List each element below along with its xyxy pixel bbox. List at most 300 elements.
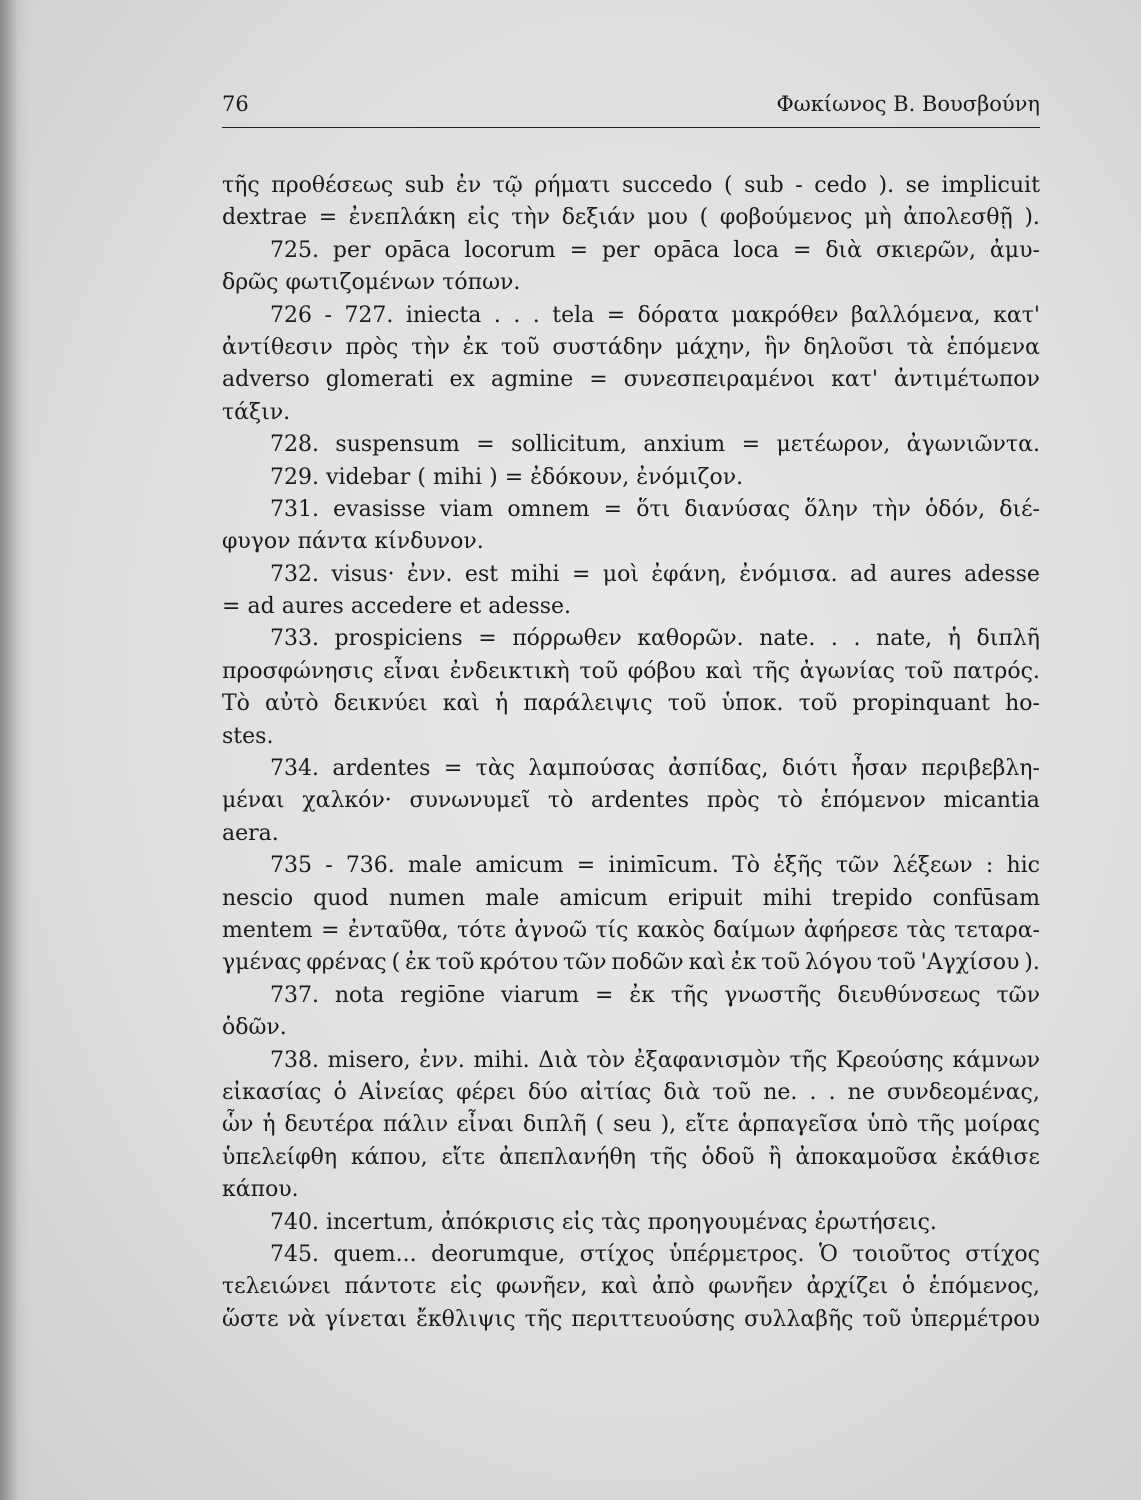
word: ἀφήρεσε [803, 917, 899, 943]
word: ne [847, 1079, 875, 1105]
text-line [222, 462, 1040, 494]
text-line [222, 818, 1040, 850]
word: ( [417, 464, 426, 490]
word: nate. [759, 626, 816, 652]
text-line [222, 170, 1040, 202]
word: ὥστε [222, 1306, 279, 1332]
text-line [222, 267, 1040, 299]
word: ἐνδεικτικὴ [449, 658, 570, 684]
word: δαίμων [713, 917, 796, 943]
word: παράλειψις [523, 691, 653, 717]
word: καὶ [442, 691, 480, 717]
word: nota [334, 982, 385, 1008]
word: videbar [326, 464, 411, 490]
word: ἐνν. [406, 561, 453, 587]
word: ἀπολεσθῇ [903, 205, 1013, 231]
text-line [222, 235, 1040, 267]
word: amicum [559, 885, 648, 911]
word: κίνδυνον. [374, 529, 484, 555]
word: μὴ [864, 205, 892, 231]
word: εἰκασίας [222, 1079, 322, 1105]
word: adesse. [488, 594, 572, 620]
word: τὸν [586, 1047, 626, 1073]
word: τοῦ [435, 950, 475, 976]
word: προσφώνησις [222, 658, 374, 684]
text-line [222, 883, 1040, 915]
word: = [606, 302, 626, 328]
word: ἢ [768, 1144, 782, 1170]
word: διανύσας [684, 496, 791, 522]
word: ἣν [764, 334, 791, 360]
word: trepido [831, 885, 913, 911]
word: ἦσαν [851, 756, 908, 782]
word: διὰ [825, 237, 863, 263]
word: Τὸ [222, 691, 250, 717]
text-line [222, 623, 1040, 655]
running-head: Φωκίωνος Β. Βουσβούνη [776, 92, 1040, 116]
word: ( [595, 1112, 605, 1138]
word: δρῶς [222, 270, 279, 296]
commentary-text [222, 170, 1040, 1336]
word: 735 [270, 853, 312, 879]
word: ἐνόμιζον. [636, 464, 744, 490]
word: φωνῆεν, [495, 1274, 588, 1300]
word: τὴν [511, 205, 551, 231]
word: = [476, 432, 495, 458]
word: . [828, 1079, 836, 1105]
word: . [830, 626, 838, 652]
word: φέρει [456, 1079, 516, 1105]
word: τὸ [777, 788, 803, 814]
word: ( [391, 950, 401, 976]
word: ὑπέρμετρος. [668, 1241, 805, 1267]
word: mihi [510, 561, 560, 587]
word: aera. [222, 820, 279, 846]
word: διπλῆ [976, 626, 1040, 652]
word: adverso [222, 367, 310, 393]
word: πάλιν [382, 1112, 449, 1138]
word: amicum [475, 853, 564, 879]
word: ἀντίθεσιν [222, 334, 333, 360]
word: ἀπόκρισις [440, 1209, 555, 1235]
word: 737. [270, 982, 319, 1008]
word: κάπου, [350, 1144, 428, 1170]
word: τὴν [872, 496, 911, 522]
word: τῆς [222, 173, 260, 198]
text-line [222, 559, 1040, 591]
word: προθέσεως [271, 173, 394, 198]
word: καθορῶν. [637, 626, 744, 652]
word: quem... [333, 1241, 417, 1267]
word: συλλαβῆς [744, 1306, 854, 1332]
word: ὅτι [636, 496, 671, 522]
word: ἑξῆς [773, 853, 823, 879]
word: 725. [270, 237, 319, 263]
word: = [571, 561, 591, 587]
word: ἀρχίζει [806, 1274, 889, 1300]
word: male [485, 885, 540, 911]
word: τὰς [906, 917, 946, 943]
word: 727. [344, 302, 394, 328]
text-line [222, 1239, 1040, 1271]
word: ἀντιμέτωπον [893, 367, 1040, 393]
word: τοῦ [798, 691, 838, 717]
word: φρένας [306, 950, 387, 976]
word: τόπων. [442, 270, 521, 296]
word: δεξιάν [561, 205, 636, 231]
word: ἐκ [462, 334, 489, 360]
word: μου [646, 205, 688, 231]
word: φυγον [222, 529, 291, 555]
word: se [905, 173, 930, 198]
text-line [222, 1174, 1040, 1206]
word: τελειώνει [222, 1274, 331, 1300]
word: μετέωρον, [776, 432, 891, 458]
word: ὁ [901, 1274, 916, 1300]
word: Κρεούσης [835, 1047, 944, 1073]
word: seu [613, 1112, 652, 1138]
text-line [222, 494, 1040, 526]
word: = [603, 496, 623, 522]
word: γνωστῆς [724, 982, 822, 1008]
word: ὁ [333, 1079, 347, 1105]
word: τοῦ [761, 950, 801, 976]
word: mihi [762, 885, 812, 911]
word: ἔκθλιψις [416, 1306, 516, 1332]
word: τὰ [906, 334, 934, 360]
word: implicuit [941, 173, 1040, 198]
word: 728. [270, 432, 319, 458]
word: συνεσπειραμένοι [623, 367, 816, 393]
word: ἐνεπλάκη [348, 205, 456, 231]
word: ). [878, 173, 895, 198]
word: suspensum [335, 432, 460, 458]
word: misero, [327, 1047, 411, 1073]
word: est [464, 561, 499, 587]
word: κάμνων [952, 1047, 1040, 1073]
word: male [407, 853, 463, 879]
word: incertum, [326, 1209, 434, 1235]
text-line [222, 785, 1040, 817]
word: τῆς [649, 1144, 688, 1170]
word: καὶ [705, 658, 743, 684]
word: ἀποκαμοῦσα [795, 1144, 938, 1170]
word: τῶν [996, 982, 1040, 1008]
word: sub [744, 173, 784, 198]
word: τῶν [563, 950, 607, 976]
word: 731. [270, 496, 319, 522]
word: - [795, 173, 803, 198]
text-line [222, 947, 1040, 979]
word: 740. [270, 1209, 319, 1235]
word: τοῦ [667, 691, 707, 717]
word: διευθύνσεως [837, 982, 981, 1008]
word: δεικνύει [333, 691, 428, 717]
word: 738. [270, 1047, 319, 1073]
word: ad [247, 594, 275, 620]
word: πάντα [297, 529, 368, 555]
word: τὰς [601, 1209, 641, 1235]
text-line [222, 300, 1040, 332]
word: = [443, 756, 463, 782]
word: ὧν [222, 1112, 254, 1138]
word: - [325, 853, 333, 879]
text-line [222, 526, 1040, 558]
word: . [809, 1079, 817, 1105]
text-line [222, 1077, 1040, 1109]
text-line [222, 656, 1040, 688]
word: mentem [222, 917, 313, 943]
word: = [595, 982, 614, 1008]
word: mihi [432, 464, 483, 490]
word: = [318, 205, 338, 231]
word: πρὸς [345, 334, 399, 360]
word: τίς [595, 917, 629, 943]
word: σκιερῶν, [875, 237, 976, 263]
word: τὴν [411, 334, 450, 360]
word: Τὸ [732, 853, 760, 879]
word: τότε [457, 917, 507, 943]
word: ἐκ [730, 950, 757, 976]
word: ardentes [332, 756, 431, 782]
word: sollicitum, [511, 432, 627, 458]
word: = [504, 464, 524, 490]
word: τοῦ [579, 658, 619, 684]
text-line [222, 364, 1040, 396]
word: ρήματι [534, 173, 611, 198]
word: accedere [350, 594, 453, 620]
text-line [222, 1109, 1040, 1141]
word: prospiciens [334, 626, 463, 652]
word: 734. [270, 756, 319, 782]
word: 745. [270, 1241, 319, 1267]
word: τῆς [670, 982, 709, 1008]
word: ex [449, 367, 475, 393]
text-line [222, 1304, 1040, 1336]
word: τὸ [547, 788, 574, 814]
word: ἐκ [405, 950, 431, 976]
word: φοβούμενος [719, 205, 853, 231]
word: glomerati [325, 367, 434, 393]
word: διέ- [999, 496, 1040, 522]
page-gutter-shadow [0, 0, 30, 1500]
word: ἑπόμενον [820, 788, 926, 814]
word: ). [1024, 205, 1040, 231]
word: ὁδόν, [925, 496, 986, 522]
word: κατ' [993, 302, 1040, 328]
word: συστάδην [552, 334, 663, 360]
word: συνδεομένας, [886, 1079, 1040, 1105]
word: εἶναι [457, 1112, 515, 1138]
word: succedo [621, 173, 713, 198]
word: πάντοτε [344, 1274, 437, 1300]
word: quod [313, 885, 369, 911]
word: ἀμυ- [989, 237, 1040, 263]
word: aures [889, 561, 952, 587]
word: ), [660, 1112, 677, 1138]
word: . [513, 302, 521, 328]
word: ὑπερμέτρου [910, 1306, 1040, 1332]
word: ho- [1005, 691, 1040, 717]
word: ἀσπίδας, [668, 756, 769, 782]
word: ἐνν. [419, 1047, 465, 1073]
word: λέξεων [892, 853, 973, 879]
word: μακρόθεν [731, 302, 839, 328]
word: aures [281, 594, 344, 620]
word: διὰ [663, 1079, 701, 1105]
word: τοιοῦτος [852, 1241, 951, 1267]
text-line [222, 980, 1040, 1012]
word: φόβου [627, 658, 696, 684]
word: . [853, 626, 861, 652]
word: συνωνυμεῖ [409, 788, 531, 814]
word: φωτιζομένων [285, 270, 436, 296]
word: agmine [490, 367, 574, 393]
word: locorum [464, 237, 556, 263]
word: ἡ [262, 1112, 276, 1138]
word: εἴτε [441, 1144, 486, 1170]
word: micantia [943, 788, 1040, 814]
text-line [222, 1012, 1040, 1044]
word: στίχος [965, 1241, 1040, 1267]
header-rule [222, 127, 1040, 128]
text-line [222, 915, 1040, 947]
word: = [576, 853, 596, 879]
word: ). [1024, 950, 1040, 976]
word: εἴτε [685, 1112, 729, 1138]
word: τοῦ [876, 950, 916, 976]
word: confūsam [932, 885, 1040, 911]
text-line [222, 429, 1040, 461]
word: et [459, 594, 482, 620]
word: ἑπόμενα [946, 334, 1040, 360]
word: τῆς [524, 1306, 563, 1332]
word: viam [439, 496, 494, 522]
word: ἀπὸ [652, 1274, 695, 1300]
word: . [493, 302, 501, 328]
word: φωνῆεν [708, 1274, 793, 1300]
text-line [222, 721, 1040, 753]
word: λόγου [805, 950, 872, 976]
word: nescio [222, 885, 294, 911]
word: δόρατα [637, 302, 719, 328]
word: per [601, 237, 640, 263]
word: loca [733, 237, 780, 263]
word: μοὶ [602, 561, 639, 587]
word: ne. [763, 1079, 798, 1105]
word: ardentes [591, 788, 690, 814]
word: ἑπόμενος, [928, 1274, 1040, 1300]
word: - [324, 302, 332, 328]
word: ποδῶν [611, 950, 684, 976]
word: ἡ [495, 691, 509, 717]
word: opāca [384, 237, 451, 263]
word: Ὁ [818, 1241, 838, 1267]
word: 'Αγχίσου [920, 950, 1020, 976]
word: ἐφάνη, [651, 561, 727, 587]
text-line [222, 688, 1040, 720]
word: sub [404, 173, 445, 198]
word: Αἰνείας [358, 1079, 444, 1105]
word: Διὰ [538, 1047, 578, 1073]
word: ὑπὸ [866, 1112, 908, 1138]
word: γίνεται [324, 1306, 408, 1332]
word: anxium [643, 432, 726, 458]
word: πρὸς [706, 788, 760, 814]
word: ἐξαφανισμὸν [633, 1047, 781, 1073]
word: opāca [653, 237, 720, 263]
word: περιττευούσης [571, 1306, 736, 1332]
word: ὁδοῦ [701, 1144, 755, 1170]
text-line [222, 850, 1040, 882]
word: = [321, 917, 340, 943]
word: omnem [507, 496, 590, 522]
word: τάξιν. [222, 399, 291, 425]
word: ἀγνοῶ [514, 917, 587, 943]
word: πατρός. [952, 658, 1040, 684]
word: 733. [270, 626, 319, 652]
word: πόρρωθεν [512, 626, 622, 652]
word: τῆς [917, 1112, 955, 1138]
word: καὶ [601, 1274, 639, 1300]
word: mihi. [473, 1047, 530, 1073]
word: numen [388, 885, 466, 911]
word: στίχος [579, 1241, 655, 1267]
word: = [222, 594, 241, 620]
word: cedo [814, 173, 867, 198]
word: τῷ [492, 173, 523, 198]
word: κάπου. [222, 1177, 299, 1203]
text-line [222, 1045, 1040, 1077]
text-line [222, 202, 1040, 234]
word: 726 [270, 302, 312, 328]
word: = [589, 367, 608, 393]
word: per [332, 237, 371, 263]
word: μοίρας [963, 1112, 1040, 1138]
word: λαμπούσας [528, 756, 655, 782]
word: ἁρπαγεῖσα [737, 1112, 858, 1138]
word: δευτέρα [284, 1112, 374, 1138]
word: tela [552, 302, 595, 328]
word: nate, [876, 626, 933, 652]
word: ὅλην [804, 496, 858, 522]
word: τὰς [475, 756, 516, 782]
word: νὰ [287, 1306, 316, 1332]
word: εἶναι [383, 658, 441, 684]
word: τεταρα- [954, 917, 1040, 943]
text-line [222, 1207, 1040, 1239]
word: stes. [222, 723, 274, 749]
word: τοῦ [500, 334, 540, 360]
word: ὑποκ. [721, 691, 784, 717]
word: = [741, 432, 761, 458]
word: dextrae [222, 205, 308, 231]
word: ἡ [947, 626, 961, 652]
word: περιβεβλη- [921, 756, 1040, 782]
word: visus· [331, 561, 395, 587]
word: κρότου [479, 950, 559, 976]
page-number: 76 [222, 92, 249, 116]
word: ὑπελείφθη [222, 1144, 338, 1170]
text-line [222, 1142, 1040, 1174]
word: ( [699, 205, 709, 231]
word: τῆς [752, 658, 791, 684]
word: αὐτὸ [265, 691, 319, 717]
word: inimīcum. [608, 853, 719, 879]
word: μέναι [222, 788, 285, 814]
page-header [222, 92, 1040, 128]
word: ἐκάθισε [951, 1144, 1040, 1170]
